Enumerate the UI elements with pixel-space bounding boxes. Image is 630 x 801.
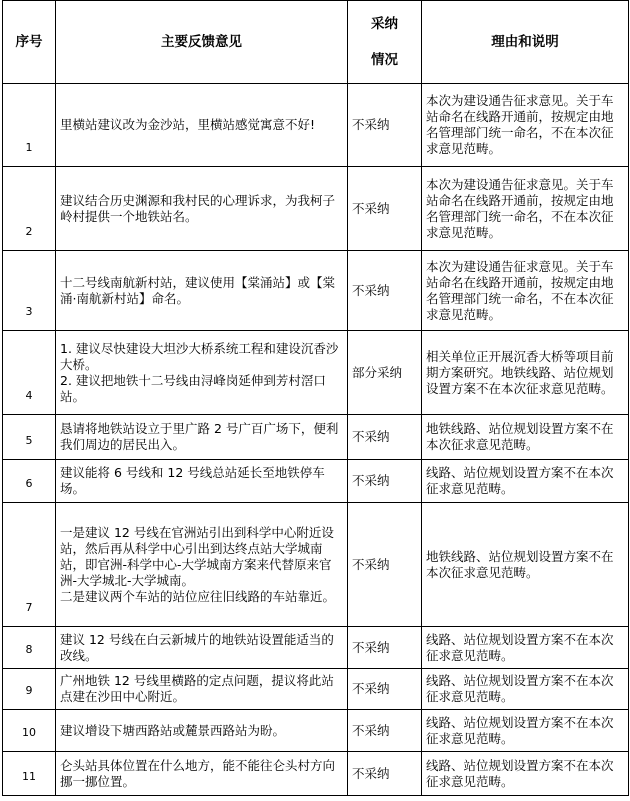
header-no: 序号	[3, 1, 56, 84]
row-number: 8	[3, 627, 56, 669]
header-feedback: 主要反馈意见	[56, 1, 348, 84]
header-adopt	[348, 1, 422, 84]
row-feedback	[56, 627, 348, 669]
row-adoption-status: 不采纳	[348, 415, 422, 460]
feedback-line: 一是建议 12 号线在官洲站引出到科学中心附近设站，然后再从科学中心引出到达终点站大学城南站，即官洲-科学中心-大学城南方案来代替原来官洲-大学城北-大学城南。	[60, 524, 334, 588]
feedback-line: 恳请将地铁站设立于里广路 2 号广百广场下，便利我们周边的居民出入。	[60, 421, 339, 452]
row-adoption-status: 不采纳	[348, 752, 422, 796]
row-feedback	[56, 710, 348, 752]
row-feedback	[56, 251, 348, 331]
feedback-line: 建议增设下塘西路站或麓景西路站为盼。	[60, 722, 286, 738]
table-row	[3, 752, 629, 796]
row-feedback	[56, 752, 348, 796]
feedback-line: 仑头站具体位置在什么地方，能不能往仑头村方向挪一挪位置。	[60, 757, 336, 789]
table-row	[3, 627, 629, 669]
row-reason: 本次为建设通告征求意见。关于车站命名在线路开通前，按规定由地名管理部门统一命名，不在本次征求意见范畴。	[422, 251, 629, 331]
table-row	[3, 415, 629, 460]
feedback-line: 2. 建议把地铁十二号线由浔峰岗延伸到芳村滘口站。	[60, 372, 326, 404]
header-reason: 理由和说明	[422, 1, 629, 84]
row-reason: 地铁线路、站位规划设置方案不在本次征求意见范畴。	[422, 503, 629, 627]
row-number: 7	[3, 503, 56, 627]
table-row	[3, 669, 629, 710]
feedback-line: 1. 建议尽快建设大坦沙大桥系统工程和建设沉香沙大桥。	[60, 340, 339, 372]
row-feedback	[56, 84, 348, 167]
table-row	[3, 460, 629, 503]
header-row	[3, 1, 629, 84]
header-adopt-line2: 情况	[371, 52, 398, 68]
row-number: 2	[3, 167, 56, 251]
row-adoption-status: 不采纳	[348, 710, 422, 752]
row-reason: 相关单位正开展沉香大桥等项目前期方案研究。地铁线路、站位规划设置方案不在本次征求意见范畴。	[422, 331, 629, 415]
row-reason: 本次为建设通告征求意见。关于车站命名在线路开通前，按规定由地名管理部门统一命名，不在本次征求意见范畴。	[422, 84, 629, 167]
row-feedback	[56, 503, 348, 627]
row-adoption-status: 部分采纳	[348, 331, 422, 415]
feedback-line: 十二号线南航新村站，建议使用【棠涌站】或【棠涌·南航新村站】命名。	[60, 274, 336, 306]
feedback-line: 二是建议两个车站的站位应往旧线路的车站靠近。	[60, 588, 336, 604]
feedback-table	[2, 0, 629, 796]
row-number: 5	[3, 415, 56, 460]
row-reason: 本次为建设通告征求意见。关于车站命名在线路开通前，按规定由地名管理部门统一命名，不在本次征求意见范畴。	[422, 167, 629, 251]
row-reason: 线路、站位规划设置方案不在本次征求意见范畴。	[422, 669, 629, 710]
row-reason: 线路、站位规划设置方案不在本次征求意见范畴。	[422, 710, 629, 752]
table-row	[3, 503, 629, 627]
table-row	[3, 331, 629, 415]
row-number: 1	[3, 84, 56, 167]
row-adoption-status: 不采纳	[348, 167, 422, 251]
row-number: 11	[3, 752, 56, 796]
row-number: 9	[3, 669, 56, 710]
table-body	[3, 84, 629, 796]
row-number: 4	[3, 331, 56, 415]
feedback-line: 建议 12 号线在白云新城片的地铁站设置能适当的改线。	[60, 631, 334, 663]
row-adoption-status: 不采纳	[348, 669, 422, 710]
row-reason: 线路、站位规划设置方案不在本次征求意见范畴。	[422, 752, 629, 796]
row-adoption-status: 不采纳	[348, 251, 422, 331]
table-row	[3, 710, 629, 752]
table-row	[3, 251, 629, 331]
row-feedback	[56, 167, 348, 251]
row-feedback	[56, 460, 348, 503]
row-feedback	[56, 669, 348, 710]
row-reason: 线路、站位规划设置方案不在本次征求意见范畴。	[422, 627, 629, 669]
row-reason: 地铁线路、站位规划设置方案不在本次征求意见范畴。	[422, 415, 629, 460]
row-adoption-status: 不采纳	[348, 627, 422, 669]
feedback-line: 里横站建议改为金沙站，里横站感觉寓意不好!	[60, 117, 316, 132]
feedback-line: 建议能将 6 号线和 12 号线总站延长至地铁停车场。	[60, 465, 325, 496]
feedback-line: 建议结合历史渊源和我村民的心理诉求，为我柯子岭村提供一个地铁站名。	[60, 192, 336, 224]
row-number: 10	[3, 710, 56, 752]
row-number: 3	[3, 251, 56, 331]
row-feedback	[56, 415, 348, 460]
table-row	[3, 84, 629, 167]
table-row	[3, 167, 629, 251]
row-number: 6	[3, 460, 56, 503]
feedback-line: 广州地铁 12 号线里横路的定点问题，提议将此站点建在沙田中心附近。	[60, 673, 334, 704]
row-adoption-status: 不采纳	[348, 460, 422, 503]
row-reason: 线路、站位规划设置方案不在本次征求意见范畴。	[422, 460, 629, 503]
header-adopt-line1: 采纳	[371, 16, 398, 32]
row-adoption-status: 不采纳	[348, 503, 422, 627]
row-adoption-status: 不采纳	[348, 84, 422, 167]
row-feedback	[56, 331, 348, 415]
